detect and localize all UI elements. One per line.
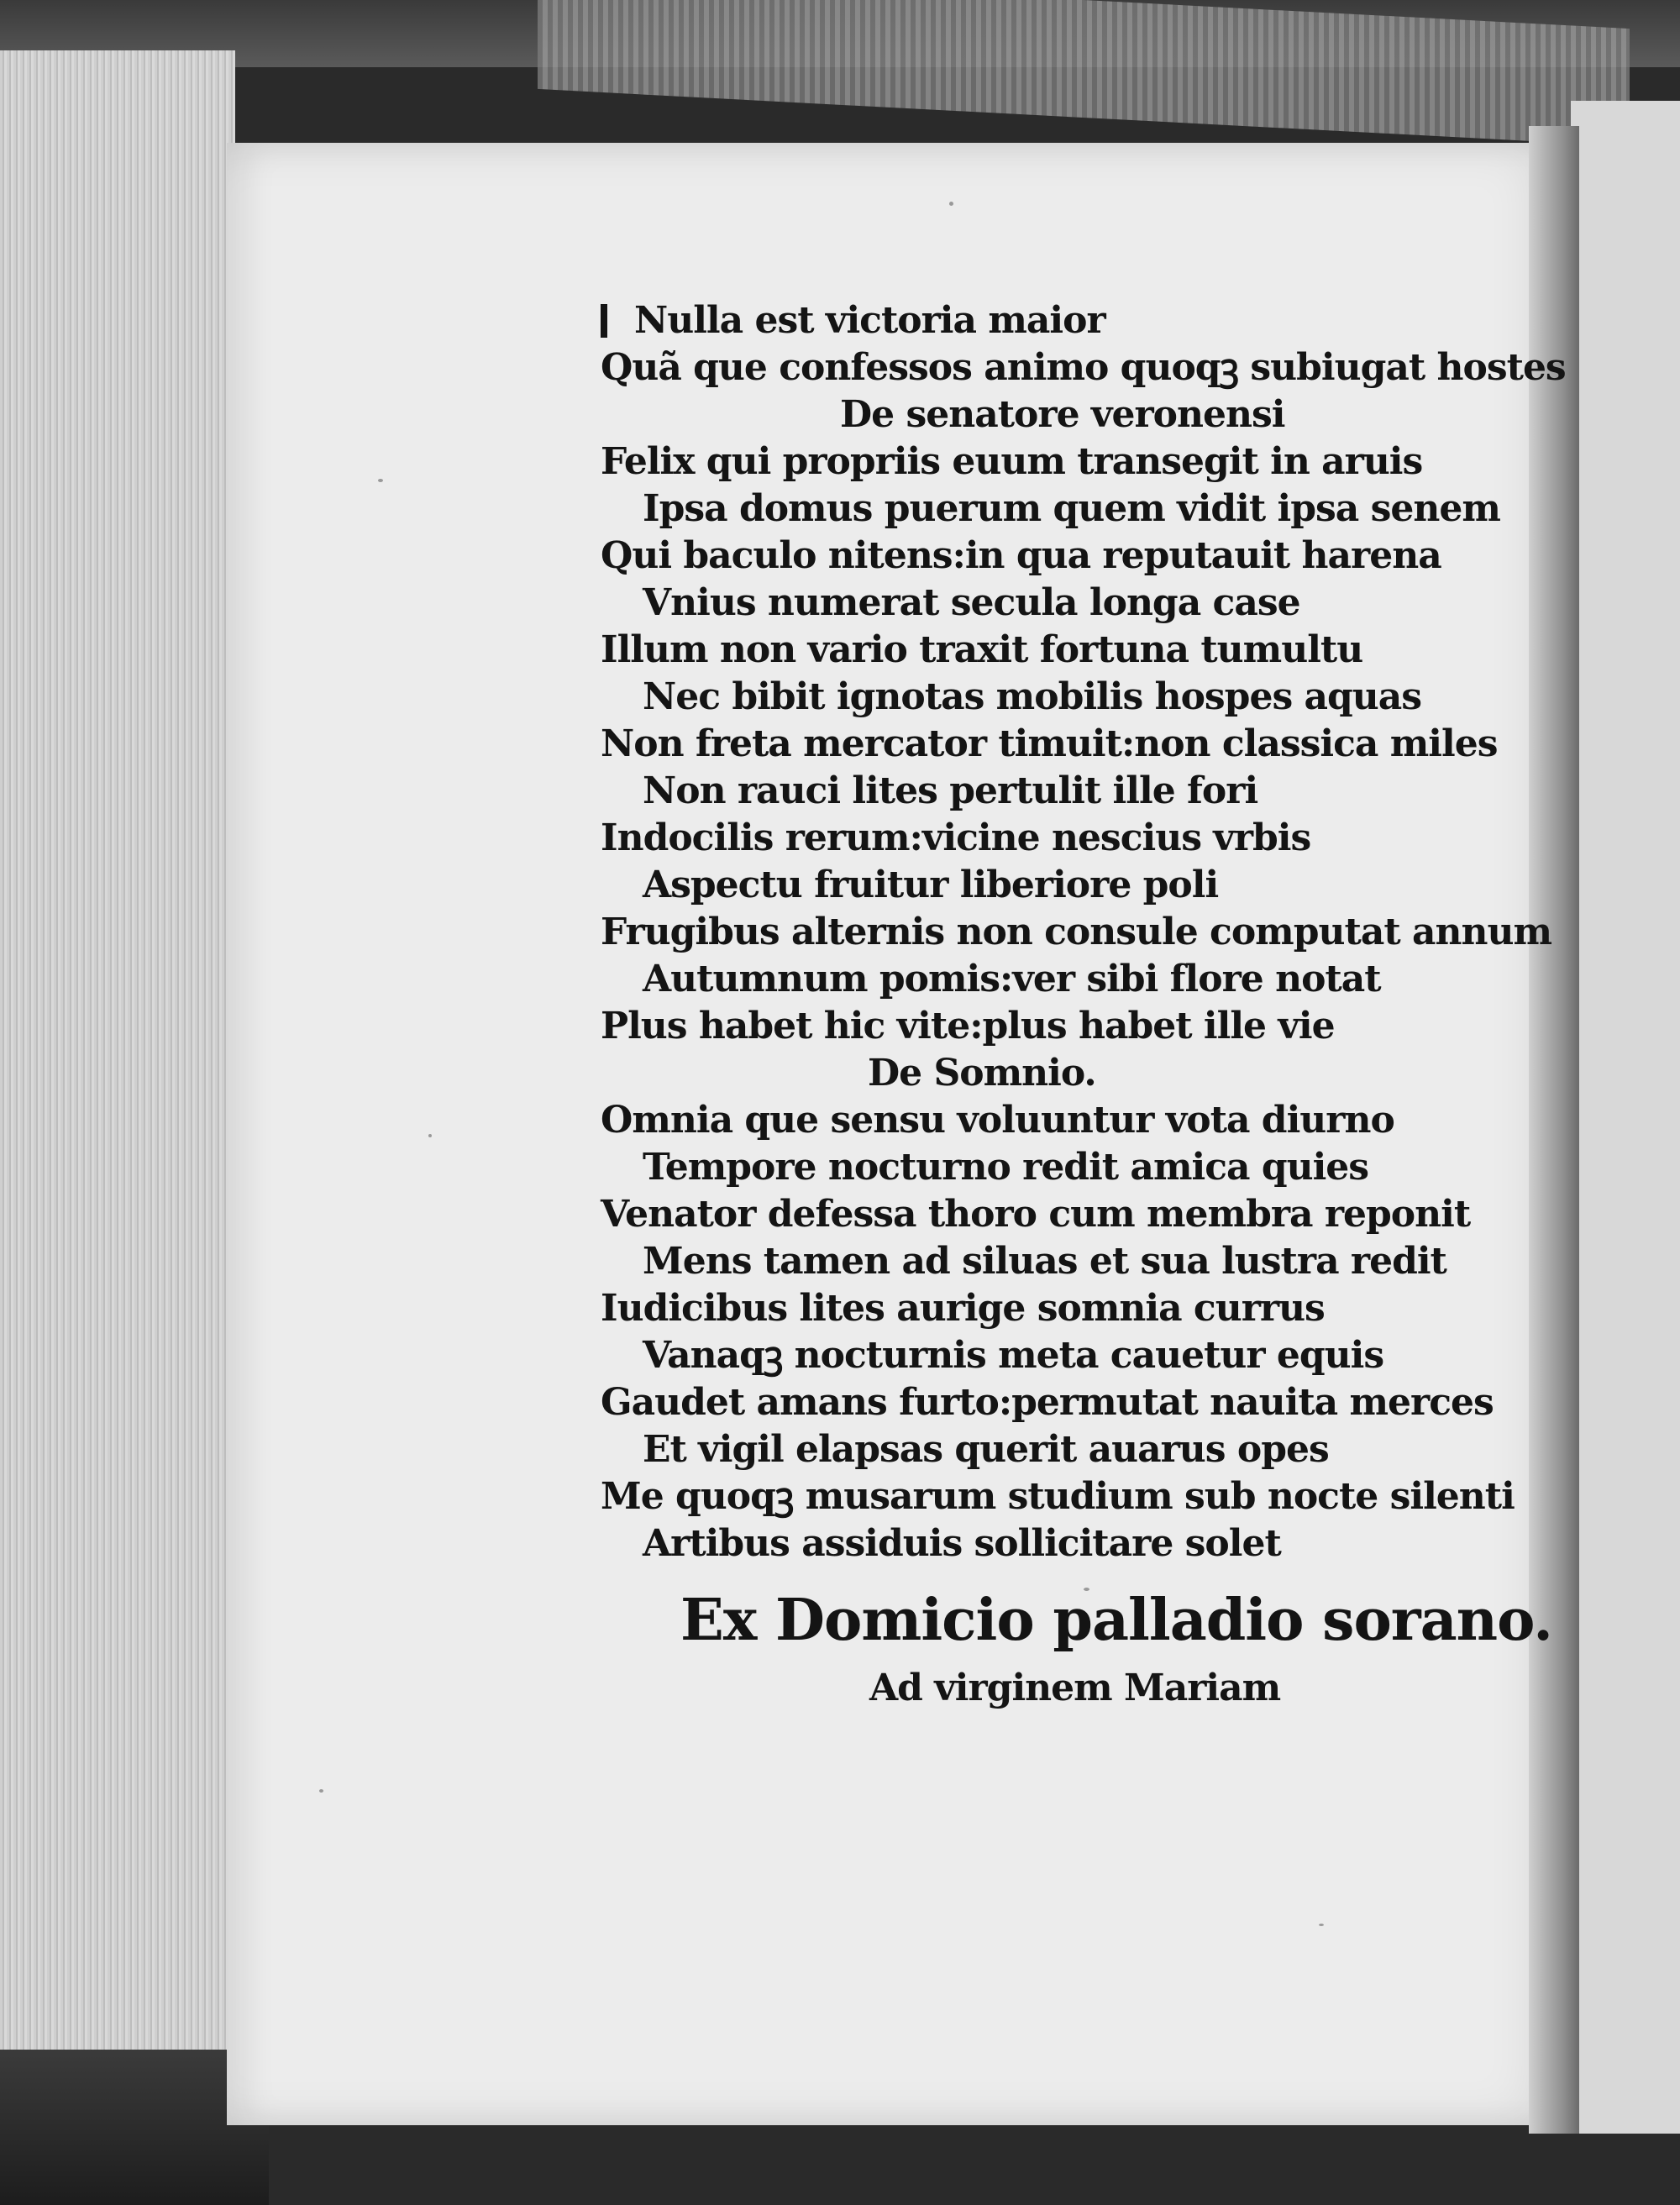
text-line: Qui baculo nitens:in qua reputauit harena bbox=[601, 534, 1441, 577]
paragraph-mark-icon bbox=[601, 304, 629, 338]
text-line: Artibus assiduis sollicitare solet bbox=[643, 1522, 1281, 1565]
text-line: Omnia que sensu voluuntur vota diurno bbox=[601, 1099, 1394, 1142]
facing-page bbox=[1571, 101, 1680, 2134]
text-line: Tempore nocturno redit amica quies bbox=[643, 1146, 1369, 1189]
text-line: Aspectu fruitur liberiore poli bbox=[643, 864, 1219, 906]
text-line: Et vigil elapsas querit auarus opes bbox=[643, 1428, 1329, 1471]
text-line: Me quoqꝫ musarum studium sub nocte silenti bbox=[601, 1475, 1515, 1518]
text-line: Ipsa domus puerum quem vidit ipsa senem bbox=[643, 487, 1500, 530]
text-line: Plus habet hic vite:plus habet ille vie bbox=[601, 1005, 1335, 1047]
text-line: Iudicibus lites aurige somnia currus bbox=[601, 1287, 1325, 1330]
text-line: Quã que confessos animo quoqꝫ subiugat hostes bbox=[601, 346, 1566, 389]
text-line: Indocilis rerum:vicine nescius vrbis bbox=[601, 816, 1311, 859]
text-line: Venator defessa thoro cum membra reponit bbox=[601, 1193, 1471, 1236]
section-heading: De senatore veronensi bbox=[840, 393, 1285, 436]
text-line: Nec bibit ignotas mobilis hospes aquas bbox=[643, 675, 1422, 718]
text-line: Felix qui propriis euum transegit in aruis bbox=[601, 440, 1423, 483]
text-line bbox=[601, 299, 1105, 342]
text-line: Non freta mercator timuit:non classica miles bbox=[601, 722, 1498, 765]
gutter-shadow bbox=[1529, 126, 1579, 2134]
text-line: Autumnum pomis:ver sibi flore notat bbox=[643, 958, 1381, 1000]
text-line: Frugibus alternis non consule computat annum bbox=[601, 911, 1552, 953]
text-line: Illum non vario traxit fortuna tumultu bbox=[601, 628, 1363, 671]
colophon-heading: Ex Domicio palladio sorano. bbox=[680, 1587, 1552, 1654]
text-line: Gaudet amans furto:permutat nauita merces bbox=[601, 1381, 1494, 1424]
text-line: Non rauci lites pertulit ille fori bbox=[643, 769, 1258, 812]
page-stack-fore-edge bbox=[0, 50, 235, 2176]
text-line: Vnius numerat secula longa case bbox=[643, 581, 1300, 624]
section-heading: Ad virginem Mariam bbox=[869, 1667, 1281, 1709]
printed-text-block bbox=[601, 299, 1566, 1898]
text-line: Vanaqꝫ nocturnis meta cauetur equis bbox=[643, 1334, 1384, 1377]
book-binding-edge bbox=[538, 0, 1630, 146]
section-heading: De Somnio. bbox=[868, 1052, 1096, 1095]
line-text: Nulla est victoria maior bbox=[634, 299, 1105, 342]
text-line: Mens tamen ad siluas et sua lustra redit bbox=[643, 1240, 1446, 1283]
